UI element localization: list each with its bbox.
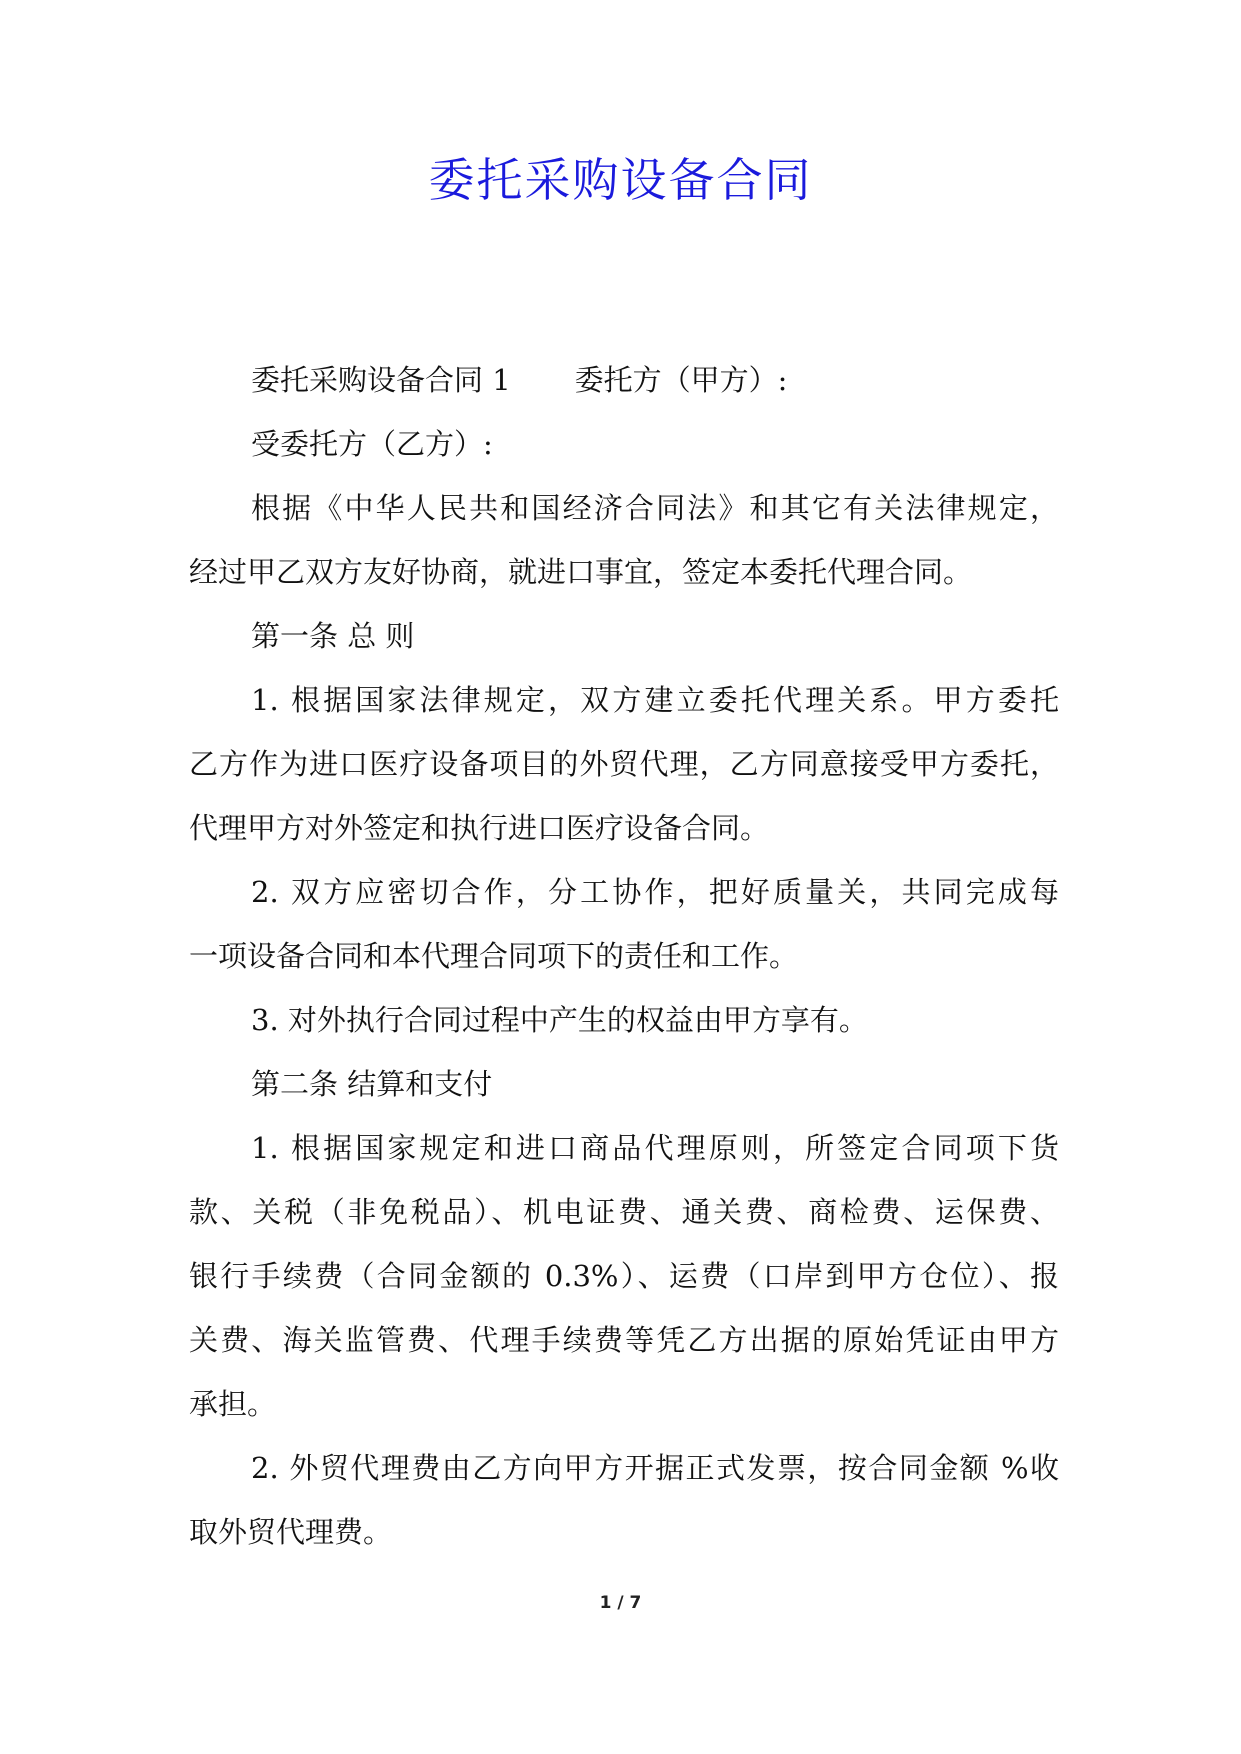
body-line-16: 关费、海关监管费、代理手续费等凭乙方出据的原始凭证由甲方 [189, 1323, 1059, 1357]
page-number: 1 / 7 [599, 1593, 642, 1613]
body-line-13: 1. 根据国家规定和进口商品代理原则，所签定合同项下货 [251, 1131, 1059, 1165]
body-line-4: 经过甲乙双方友好协商，就进口事宜，签定本委托代理合同。 [189, 555, 973, 589]
document-title: 委托采购设备合同 [428, 153, 813, 207]
body-line-6: 1. 根据国家法律规定，双方建立委托代理关系。甲方委托 [251, 683, 1059, 717]
body-line-18: 2. 外贸代理费由乙方向甲方开据正式发票，按合同金额 %收 [251, 1451, 1059, 1485]
body-line-19: 取外贸代理费。 [189, 1515, 393, 1549]
article-2-heading: 第二条 结算和支付 [251, 1067, 493, 1101]
body-line-11: 3. 对外执行合同过程中产生的权益由甲方享有。 [251, 1003, 868, 1037]
body-line-8: 代理甲方对外签定和执行进口医疗设备合同。 [189, 811, 770, 845]
body-line-9: 2. 双方应密切合作，分工协作，把好质量关，共同完成每 [251, 875, 1059, 909]
body-line-1 [189, 348, 1059, 412]
body-line-3: 根据《中华人民共和国经济合同法》和其它有关法律规定， [251, 491, 1059, 525]
article-1-heading: 第一条 总 则 [251, 619, 415, 653]
body-line-10: 一项设备合同和本代理合同项下的责任和工作。 [189, 939, 799, 973]
party-a-label: 委托方（甲方）: [574, 363, 788, 397]
body-line-7: 乙方作为进口医疗设备项目的外贸代理，乙方同意接受甲方委托， [189, 747, 1059, 781]
body-line-14: 款、关税（非免税品）、机电证费、通关费、商检费、运保费、 [189, 1195, 1059, 1229]
body-line-15: 银行手续费（合同金额的 0.3%）、运费（口岸到甲方仓位）、报 [189, 1259, 1059, 1293]
document-body [189, 348, 1059, 1564]
party-b-label: 受委托方（乙方）: [251, 427, 493, 461]
contract-number-label: 委托采购设备合同 1 [251, 363, 511, 397]
body-line-17: 承担。 [189, 1387, 277, 1421]
